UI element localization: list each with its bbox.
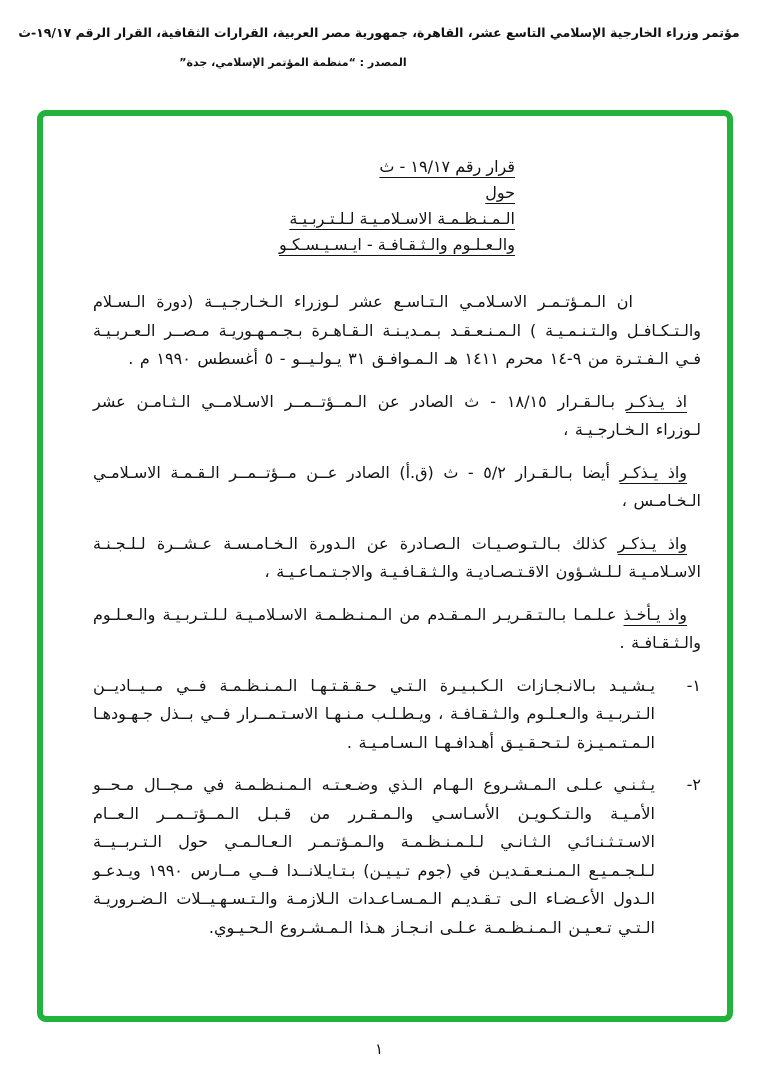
resolution-subject-text-1: الـمـنـظـمـة الاسـلامـيـة لـلـتـربـيـة [289, 209, 515, 228]
resolution-subject-line-1 [289, 206, 515, 232]
clause-lead: واذ يـذكـر [617, 533, 687, 553]
clause-text: كذلك بـالـتـوصـيـات الـصـادرة عن الـدورة الـخـامـسـة عـشــرة لـلـجـنـة الاسـلامـيـة لـلـشـؤون الاقـتـصـاديـة والـثـقـافـيـة والاجـتـمـاعـيـة ، [93, 533, 701, 581]
green-document-frame [37, 110, 733, 1022]
item-text: يـثـنـي عـلـى الـمـشـروع الـهـام الـذي وضـعـتـه الـمـنـظـمـة في مـجــال مـحــو الأمـيـة والـتـكـويـن الأسـاسـي والـمـقـرر من قـبـل الـمــؤتــمــر الـعــام الاسـتـثـنـائـي الـثـانـي لـلـمـنـظـمـة والـمـؤتـمـر الـعـالـمـي حول الـتـربــيــة لـلـجـمـيـع الـمـنـعـقـديـن في (جوم تـيـيـن) بـتـايـلانــدا فــي مــارس ١٩٩٠ ويـدعـو الـدول الأعـضـاء الـى تـقـديـم الـمـسـاعـدات الـلازمـة والـتـسـهـيــلات الـضـروريـة الـتـي تـعـيـن الـمـنـظـمـة عـلـى انـجـاز هـذا الـمـشـروع الـحـيـوي. [93, 775, 655, 937]
clause-lead: واذ يـأخـذ [623, 604, 687, 624]
item-text: يـشـيـد بـالانـجـازات الـكـبـيـرة الـتـي حـقـقـتـهـا الـمـنـظـمـة فــي مــيــاديــن الـتـربـيـة والـعـلـوم والـثـقـافـة ، ويـطـلـب مـنـهـا الاسـتـمــرار فــي بــذل جـهـودهـا الـمـتـمـيـزة لـتـحـقـيـق أهـدافـهـا الـسـامـيـة . [93, 675, 655, 752]
clause-text: أيضا بـالـقـرار ٥/٢ - ث (ق.أ) الصادر عــن مــؤتــمــر الـقـمـة الاسـلامـي الـخـامـس ، [93, 462, 701, 510]
item-number: ٢- [686, 775, 701, 794]
recalling-clause-2 [93, 459, 701, 516]
document-header-line: مؤتمر وزراء الخارجية الإسلامي التاسع عشر، القاهرة، جمهورية مصر العربية، القرارات الثقافية، القرار الرقم ١٩/١٧-ث [18, 25, 740, 40]
page-number: ١ [374, 1040, 384, 1058]
preamble-paragraph [93, 288, 701, 374]
clause-text: عـلـمـا بـالـتـقـريـر الـمـقـدم من الـمـنـظـمـة الاسـلامـيـة لـلـتـربـيـة والـعـلـوم والـثـقـافـة . [93, 604, 701, 652]
resolution-about-text: حول [485, 183, 515, 202]
document-content [43, 116, 727, 1016]
resolution-number-text: قرار رقم ١٩/١٧ - ث [379, 157, 515, 176]
source-line: المصدر : “منظمة المؤتمر الإسلامي، جدة” [179, 56, 407, 69]
recalling-clause-3 [93, 530, 701, 587]
item-number: ١- [686, 675, 701, 695]
operative-item-1 [93, 672, 701, 758]
resolution-subject-text-2: والـعـلـوم والـثـقـافـة - ايـسـيـسـكـو [279, 235, 515, 254]
noting-clause [93, 601, 701, 658]
clause-lead: واذ يـذكـر [619, 462, 688, 482]
operative-item-2 [93, 771, 701, 942]
clause-lead: اذ يـذكـر [625, 391, 688, 411]
recalling-clause-1 [93, 388, 701, 445]
clause-text: بـالـقـرار ١٨/١٥ - ث الصادر عن الـمــؤتــمــر الاسـلامــي الـثـامـن عشر لـوزراء الـخـارجـيـة ، [93, 391, 701, 439]
resolution-number-line [379, 154, 515, 180]
resolution-title-block [279, 154, 515, 258]
resolution-subject-line-2 [279, 232, 515, 258]
resolution-about-line [485, 180, 515, 206]
paragraph-text: ان الـمـؤتـمـر الاسـلامـي الـتـاسـع عشر لـوزراء الـخـارجـيــة (دورة الـسـلام والـتـكـافـل والـتـنـمـيـة ) الـمـنـعـقـد بـمـديـنـة الـقـاهـرة بـجـمـهـوريـة مـصــر الـعـربـيـة فـي الـفـتـرة من ⁦٩-١٤⁩ محرم ١٤١١ هـ الـمـوافـق ٣١ يـولـيــو - ٥ أغسطس ١٩٩٠ م . [93, 292, 701, 368]
